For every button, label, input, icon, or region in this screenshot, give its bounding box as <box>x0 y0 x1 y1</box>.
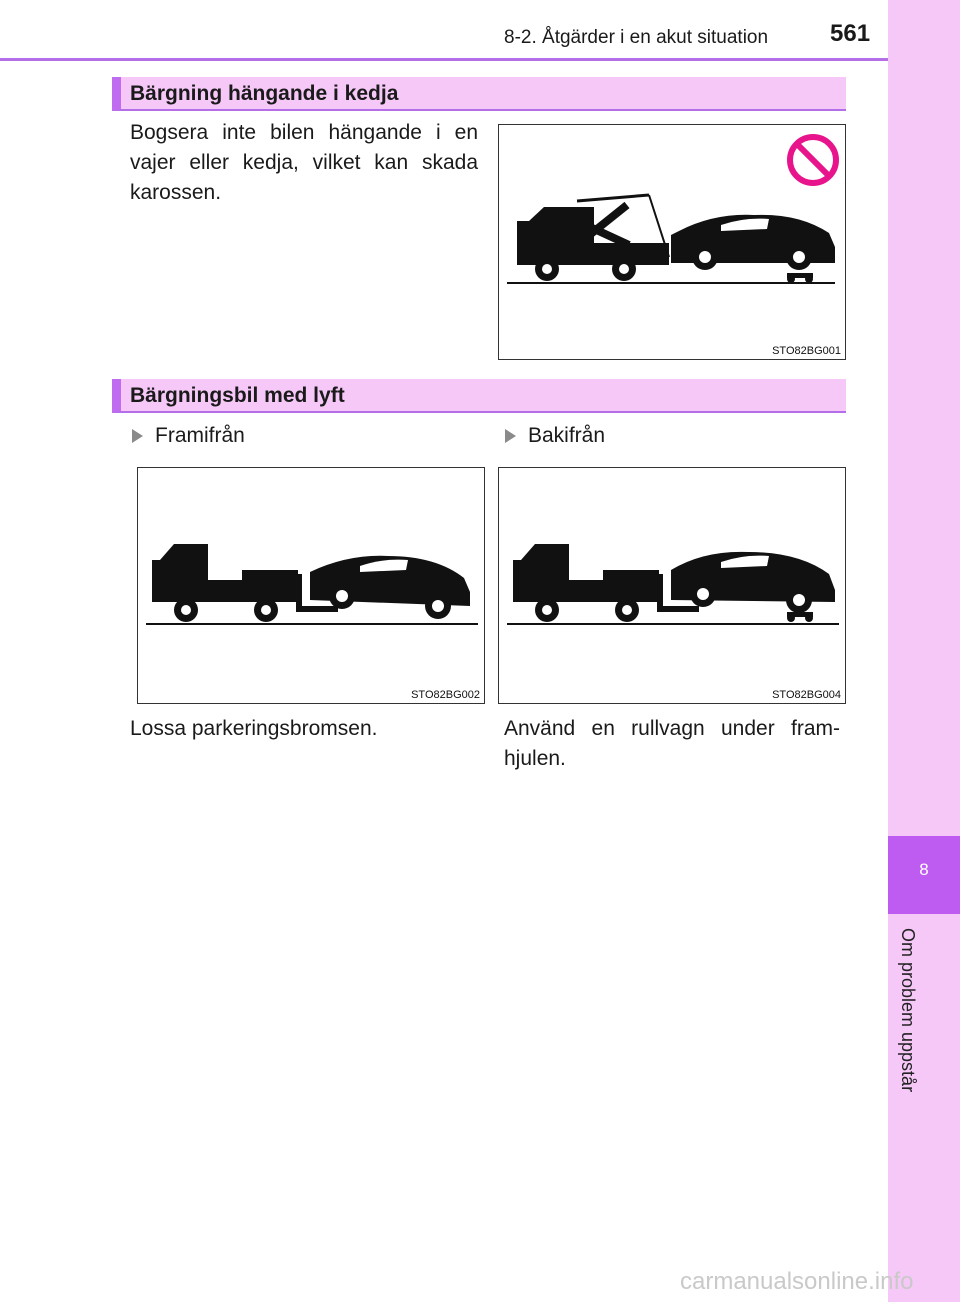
no-entry-icon <box>790 137 836 183</box>
chapter-title: 8-2. Åtgärder i en akut situation <box>504 27 769 48</box>
section-header-chain <box>112 77 846 111</box>
chapter-tab-label: Om problem uppstår <box>898 928 918 1093</box>
option-front-text: Lossa parkeringsbromsen. <box>130 717 378 740</box>
option-front <box>132 424 245 448</box>
triangle-bullet-icon <box>132 429 143 443</box>
option-label: Framifrån <box>155 424 245 447</box>
figure-lift-rear <box>498 467 846 704</box>
tow-truck-icon <box>517 195 669 281</box>
figure-code: STO82BG004 <box>772 689 841 701</box>
option-rear <box>505 424 605 448</box>
watermark: carmanualsonline.info <box>680 1268 914 1295</box>
figure-code: STO82BG001 <box>772 345 841 357</box>
figure-lift-front <box>137 467 485 704</box>
option-label: Bakifrån <box>528 424 606 447</box>
header-line <box>0 58 888 61</box>
car-icon <box>671 215 835 283</box>
chapter-tab[interactable] <box>888 836 960 914</box>
section-text-chain: Bogsera inte bilen hängande i en vajer eller kedja, vilket kan skada karossen. <box>130 121 478 204</box>
figure-code: STO82BG002 <box>411 689 480 701</box>
chapter-tab-number: 8 <box>919 860 929 879</box>
option-rear-text: Använd en rullvagn under fram-hjulen. <box>504 717 840 770</box>
section-title: Bärgning hängande i kedja <box>130 82 399 105</box>
section-title: Bärgningsbil med lyft <box>130 384 345 407</box>
page-number: 561 <box>830 20 871 47</box>
triangle-bullet-icon <box>505 429 516 443</box>
side-bar <box>888 0 960 1302</box>
section-header-lift <box>112 379 846 413</box>
figure-chain-tow <box>498 124 846 360</box>
